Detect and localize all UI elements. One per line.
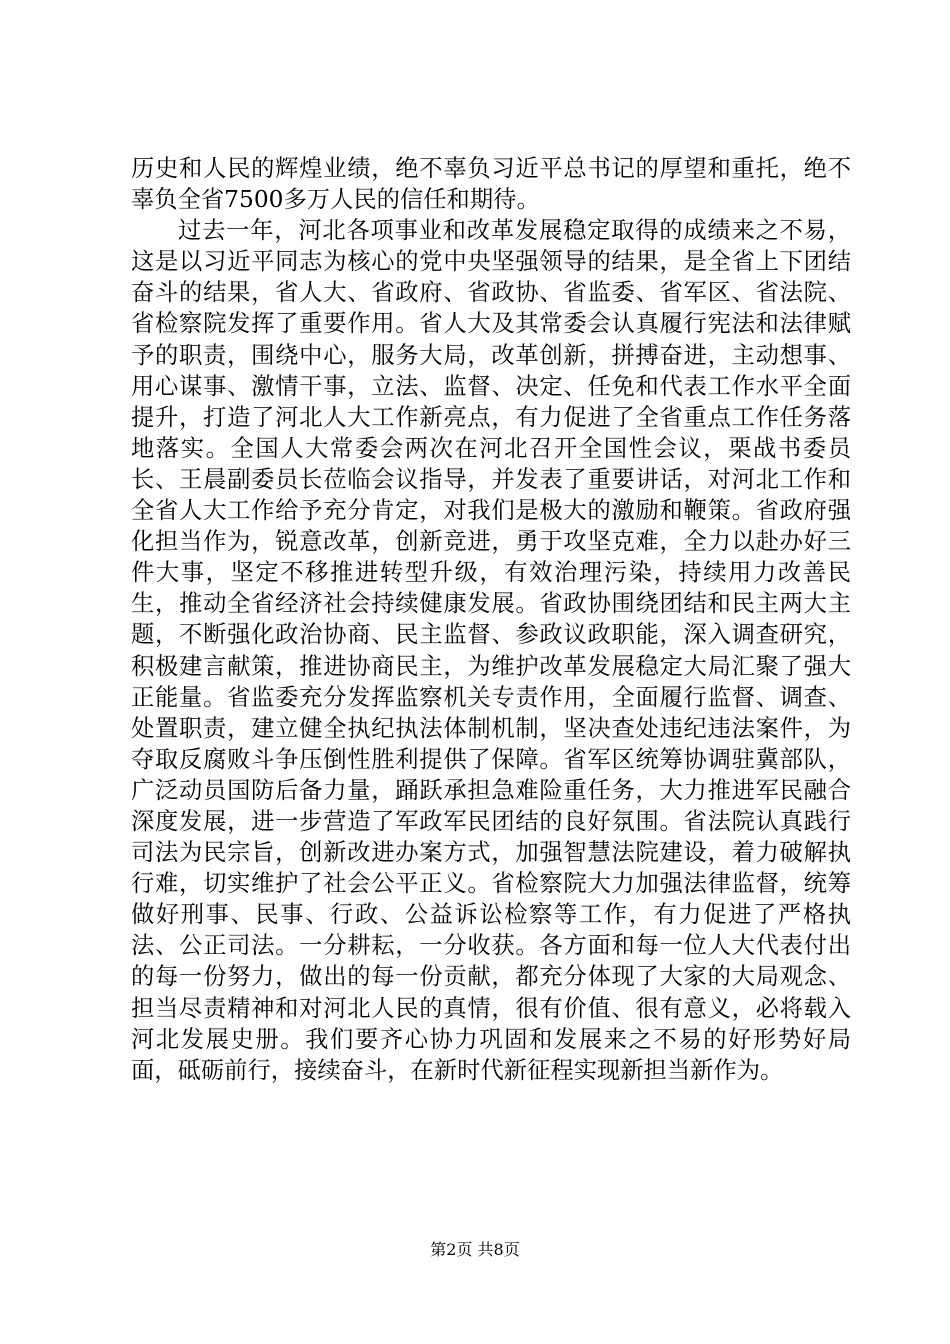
- paragraph-continued: 历史和人民的辉煌业绩，绝不辜负习近平总书记的厚望和重托，绝不辜负全省7500多万人民的信任和期待。: [131, 155, 851, 214]
- paragraph-main: 过去一年，河北各项事业和改革发展稳定取得的成绩来之不易，这是以习近平同志为核心的党中央坚强领导的结果，是全省上下团结奋斗的结果，省人大、省政府、省政协、省监委、省军区、省法院、省检察院发挥了重要作用。省人大及其常委会认真履行宪法和法律赋予的职责，围绕中心，服务大局，改革创新，拼搏奋进，主动想事、用心谋事、激情干事，立法、监督、决定、任免和代表工作水平全面提升，打造了河北人大工作新亮点，有力促进了全省重点工作任务落地落实。全国人大常委会两次在河北召开全国性会议，栗战书委员长、王晨副委员长莅临会议指导，并发表了重要讲话，对河北工作和全省人大工作给予充分肯定，对我们是极大的激励和鞭策。省政府强化担当作为，锐意改革，创新竞进，勇于攻坚克难，全力以赴办好三件大事，坚定不移推进转型升级，有效治理污染，持续用力改善民生，推动全省经济社会持续健康发展。省政协围绕团结和民主两大主题，不断强化政治协商、民主监督、参政议政职能，深入调查研究，积极建言献策，推进协商民主，为维护改革发展稳定大局汇聚了强大正能量。省监委充分发挥监察机关专责作用，全面履行监督、调查、处置职责，建立健全执纪执法体制机制，坚决查处违纪违法案件，为夺取反腐败斗争压倒性胜利提供了保障。省军区统筹协调驻冀部队，广泛动员国防后备力量，踊跃承担急难险重任务，大力推进军民融合深度发展，进一步营造了军政军民团结的良好氛围。省法院认真践行司法为民宗旨，创新改进办案方式，加强智慧法院建设，着力破解执行难，切实维护了社会公平正义。省检察院大力加强法律监督，统筹做好刑事、民事、行政、公益诉讼检察等工作，有力促进了严格执法、公正司法。一分耕耘，一分收获。各方面和每一位人大代表付出的每一份努力，做出的每一份贡献，都充分体现了大家的大局观念、担当尽责精神和对河北人民的真情，很有价值、很有意义，必将载入河北发展史册。我们要齐心协力巩固和发展来之不易的好形势好局面，砥砺前行，接续奋斗，在新时代新征程实现新担当新作为。: [131, 217, 851, 1084]
- document-body: [131, 153, 851, 1086]
- page-number-label: 第2页 共8页: [430, 1240, 520, 1259]
- page-footer: [0, 1240, 950, 1260]
